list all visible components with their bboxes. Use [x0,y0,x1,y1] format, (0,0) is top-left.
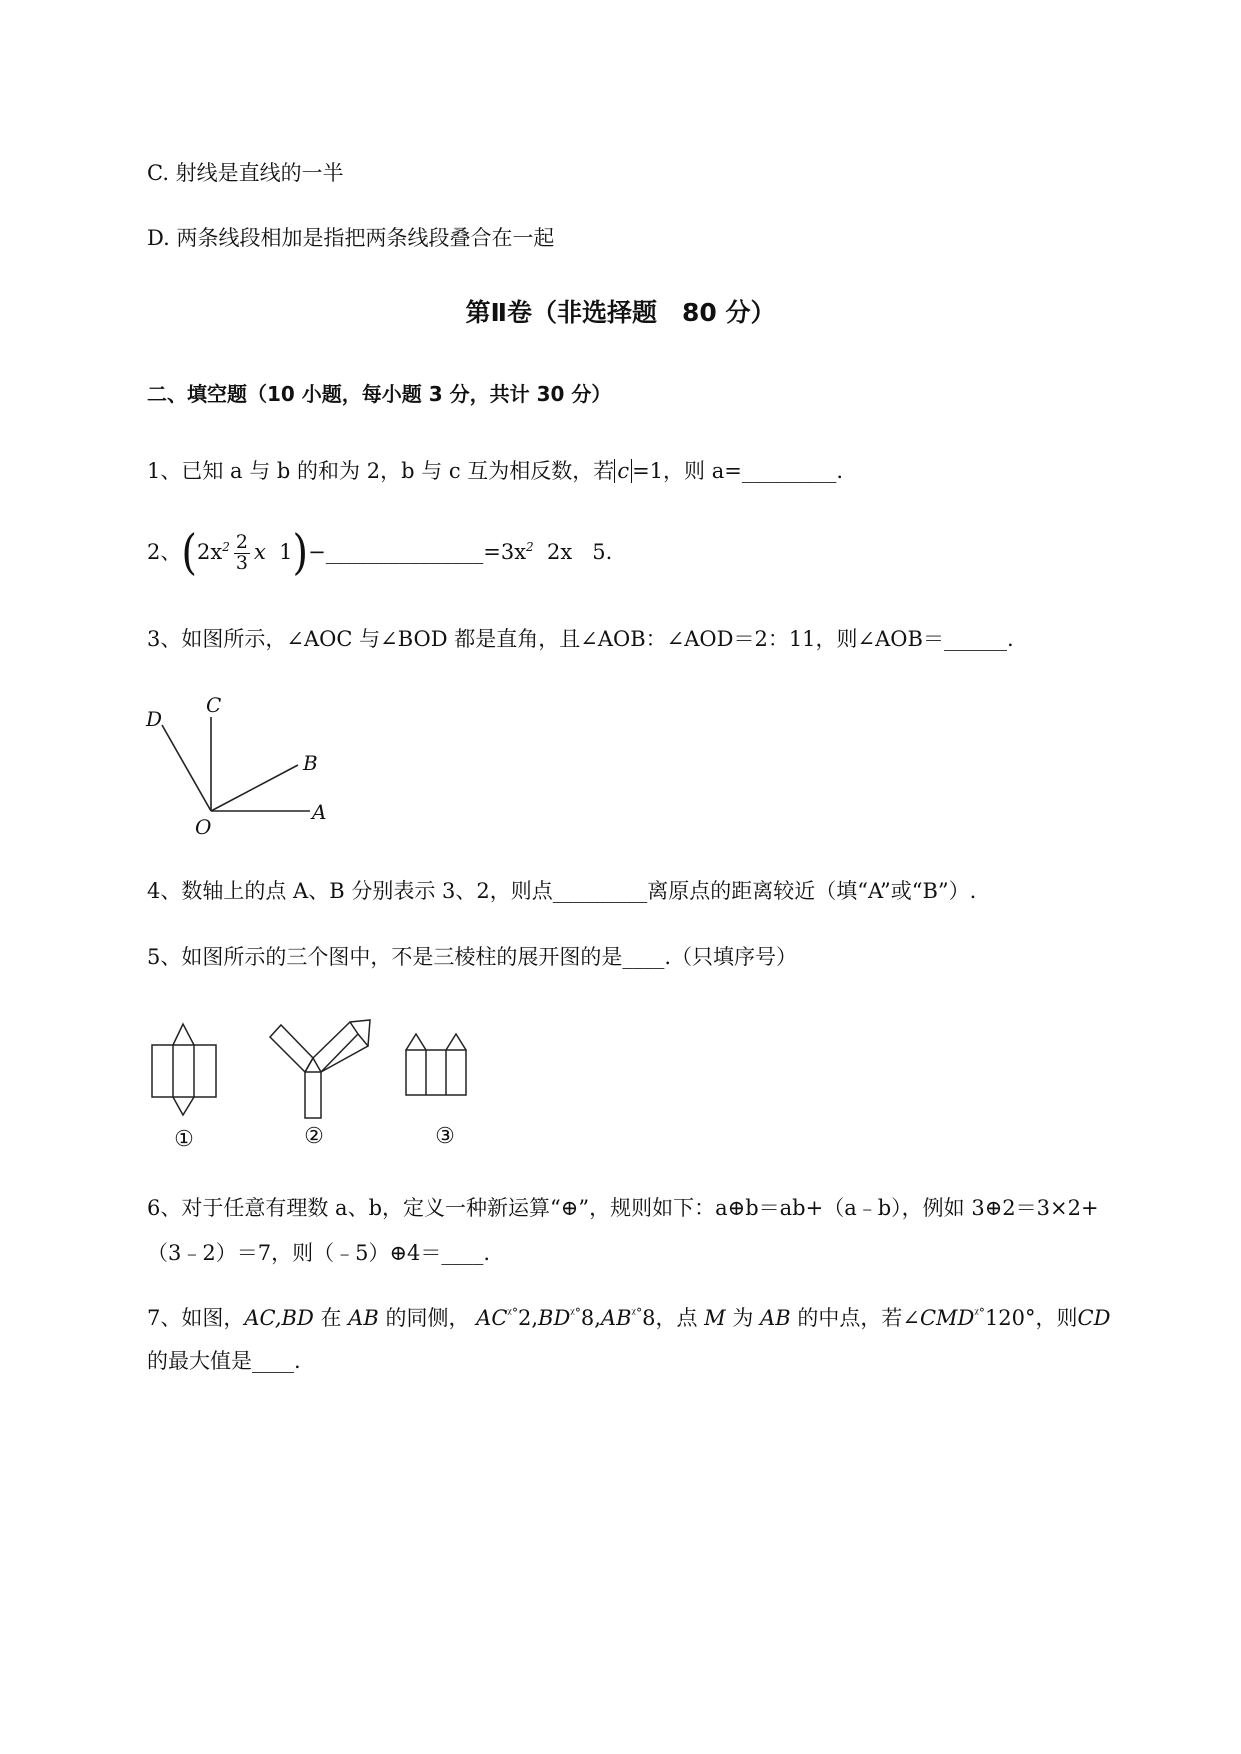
label-a: A [312,800,327,824]
question-7-line-2: 的最大值是____. [147,1349,301,1373]
q7-var: AB [348,1306,379,1330]
question-4 [147,875,976,905]
q1-abs-value: c [614,459,632,483]
q1-number: 1、 [147,459,182,483]
ray-ob [211,765,298,811]
q3-angle-figure [140,688,340,838]
q7-part: 8 [642,1306,656,1330]
q7-var: ∠CMD [902,1306,975,1330]
label-c: C [206,693,222,717]
q2-term-2: x [253,539,266,564]
q3-text: 如图所示，∠AOC 与∠BOD 都是直角，且∠AOB：∠AOD＝2：11，则∠AOB＝______. [181,627,1014,651]
part2-title: 第Ⅱ卷（非选择题 80 分） [465,298,776,327]
q6-text-1: 对于任意有理数 a、b，定义一种新运算“⊕”，规则如下：a⊕b＝ab+（a﹣b），例如 3⊕2＝3×2+ [181,1196,1099,1220]
q7-part: 120° [984,1306,1036,1330]
label-d: D [146,707,163,731]
q7-var: AC,BD [244,1306,314,1330]
question-5 [147,941,797,971]
q6-number: 6、 [147,1196,182,1220]
q7-part: 的中点，若 [790,1306,903,1330]
net-3 [406,1034,466,1095]
q7-var: AC [476,1306,508,1330]
question-7-line-1 [147,1302,1110,1332]
question-6-line-1 [147,1192,1099,1222]
net-label-2: ② [304,1124,324,1149]
q2-term-4: 2x [547,539,573,564]
net-2 [270,1020,370,1118]
q4-number: 4、 [147,879,182,903]
q1-text-2: =1，则 a=_________. [632,459,844,483]
q2-blank: −_______________ [308,539,484,564]
q7-glyph: ᵡ° [570,1306,581,1320]
q7-part: 为 [725,1306,761,1330]
q7-part: 的同侧， [378,1306,470,1330]
question-1 [147,455,843,485]
q1-text-1: 已知 a 与 b 的和为 2，b 与 c 互为相反数，若 [181,459,615,483]
option-c: C. 射线是直线的一半 [147,161,344,185]
q2-fraction: $\frac{2}{3}$ [235,531,248,574]
q7-number: 7、 [147,1306,182,1330]
q7-var: CD [1077,1306,1111,1330]
q5-text: 如图所示的三个图中，不是三棱柱的展开图的是____.（只填序号） [181,945,798,969]
q7-glyph: ᵡ° [631,1306,643,1320]
q7-part: 在 [313,1306,349,1330]
question-2 [147,525,613,582]
section-header: 二、填空题（10 小题，每小题 3 分，共计 30 分） [147,382,612,406]
q2-term-3: 1 [279,539,293,564]
q7-part: 8, [580,1306,601,1330]
q2-left-paren: ( [181,525,197,582]
q7-var: AB [760,1306,791,1330]
question-3 [147,623,1014,653]
net-1 [152,1024,216,1115]
label-o: O [195,815,212,838]
net-label-3: ③ [435,1124,455,1149]
q7-var: M [704,1306,726,1330]
q2-number: 2、 [147,539,182,564]
label-b: B [303,751,318,775]
q2-term-5: 5. [592,539,613,564]
q3-number: 3、 [147,627,182,651]
net-label-1: ① [174,1127,194,1152]
ray-od [162,725,211,811]
q2-right-paren: ) [292,525,309,582]
q7-glyph: ᵡ° [507,1306,518,1320]
q7-part: 如图， [181,1306,245,1330]
q5-number: 5、 [147,945,182,969]
q2-term-1: $2x^2$ [196,539,230,564]
q4-text: 数轴上的点 A、B 分别表示 3、2，则点_________离原点的距离较近（填“A”或“B”）. [181,879,977,903]
q7-part: ，则 [1035,1306,1078,1330]
option-d: D. 两条线段相加是指把两条线段叠合在一起 [147,226,555,250]
q7-part: ，点 [655,1306,705,1330]
q7-var: AB [600,1306,632,1330]
q7-glyph: ᵡ° [974,1306,985,1320]
question-6-line-2: （3﹣2）＝7，则（﹣5）⊕4＝____. [147,1241,491,1265]
q7-part: 2, [517,1306,539,1330]
q5-prism-nets-figure [140,1010,480,1160]
q2-rhs: $=3x^2$ [483,539,534,564]
q7-var: BD [538,1306,571,1330]
